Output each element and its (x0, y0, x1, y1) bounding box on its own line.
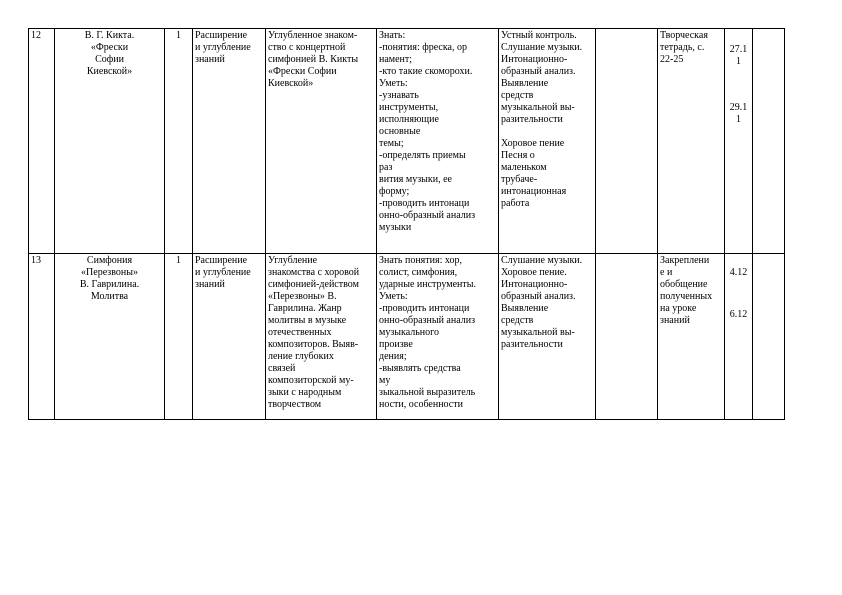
lesson-content: Углубленное знаком- ство с концертной симфонией В. Кикты «Фрески Софии Киевской» (266, 29, 377, 254)
lesson-topic: В. Г. Кикта. «Фрески Софии Киевской» (55, 29, 165, 254)
lesson-type: Расширение и углубление знаний (193, 29, 266, 254)
lesson-number: 12 (29, 29, 55, 254)
lesson-skills: Знать понятия: хор, солист, симфония, ударные инструменты. Уметь: -проводить интонаци онно-образный анализ музыкального произве дения; -выявлять средства му зыкальной выразитель ности, особенности (377, 254, 499, 420)
lesson-fact-date (753, 254, 785, 420)
lesson-extra (596, 254, 658, 420)
lesson-hours: 1 (165, 29, 193, 254)
lesson-date-plan: 4.12 (729, 267, 748, 278)
table-row (29, 29, 785, 254)
lesson-topic: Симфония «Перезвоны» В. Гаврилина. Молитва (55, 254, 165, 420)
lesson-control: Слушание музыки. Хоровое пение. Интонационно- образный анализ. Выявление средств музыкальной вы- разительности (499, 254, 596, 420)
lesson-dates (725, 254, 753, 420)
lesson-homework: Творческая тетрадь, с. 22-25 (658, 29, 725, 254)
table-row (29, 254, 785, 420)
lesson-plan-table (28, 28, 785, 420)
lesson-hours: 1 (165, 254, 193, 420)
lesson-number: 13 (29, 254, 55, 420)
lesson-date-alt: 29.1 1 (729, 102, 748, 125)
lesson-type: Расширение и углубление знаний (193, 254, 266, 420)
lesson-homework: Закреплени е и обобщение полученных на уроке знаний (658, 254, 725, 420)
lesson-control: Устный контроль. Слушание музыки. Интонационно- образный анализ. Выявление средств музыкальной вы- разительности Хоровое пение Песня о маленьком трубаче- интонационная работа (499, 29, 596, 254)
lesson-date-plan: 27.1 1 (729, 44, 748, 67)
lesson-extra (596, 29, 658, 254)
lesson-fact-date (753, 29, 785, 254)
lesson-dates (725, 29, 753, 254)
lesson-skills: Знать: -понятия: фреска, ор намент; -кто такие скоморохи. Уметь: -узнавать инструменты, исполняющие основные темы; -определять приемы раз вития музыки, ее форму; -проводить интонаци онно-образный анализ музыки (377, 29, 499, 254)
lesson-content: Углубление знакомства с хоровой симфонией-действом «Перезвоны» В. Гаврилина. Жанр молитвы в музыке отечественных композиторов. Выяв- ление глубоких связей композиторской му- зыки с народным творчеством (266, 254, 377, 420)
lesson-date-alt: 6.12 (729, 309, 748, 320)
